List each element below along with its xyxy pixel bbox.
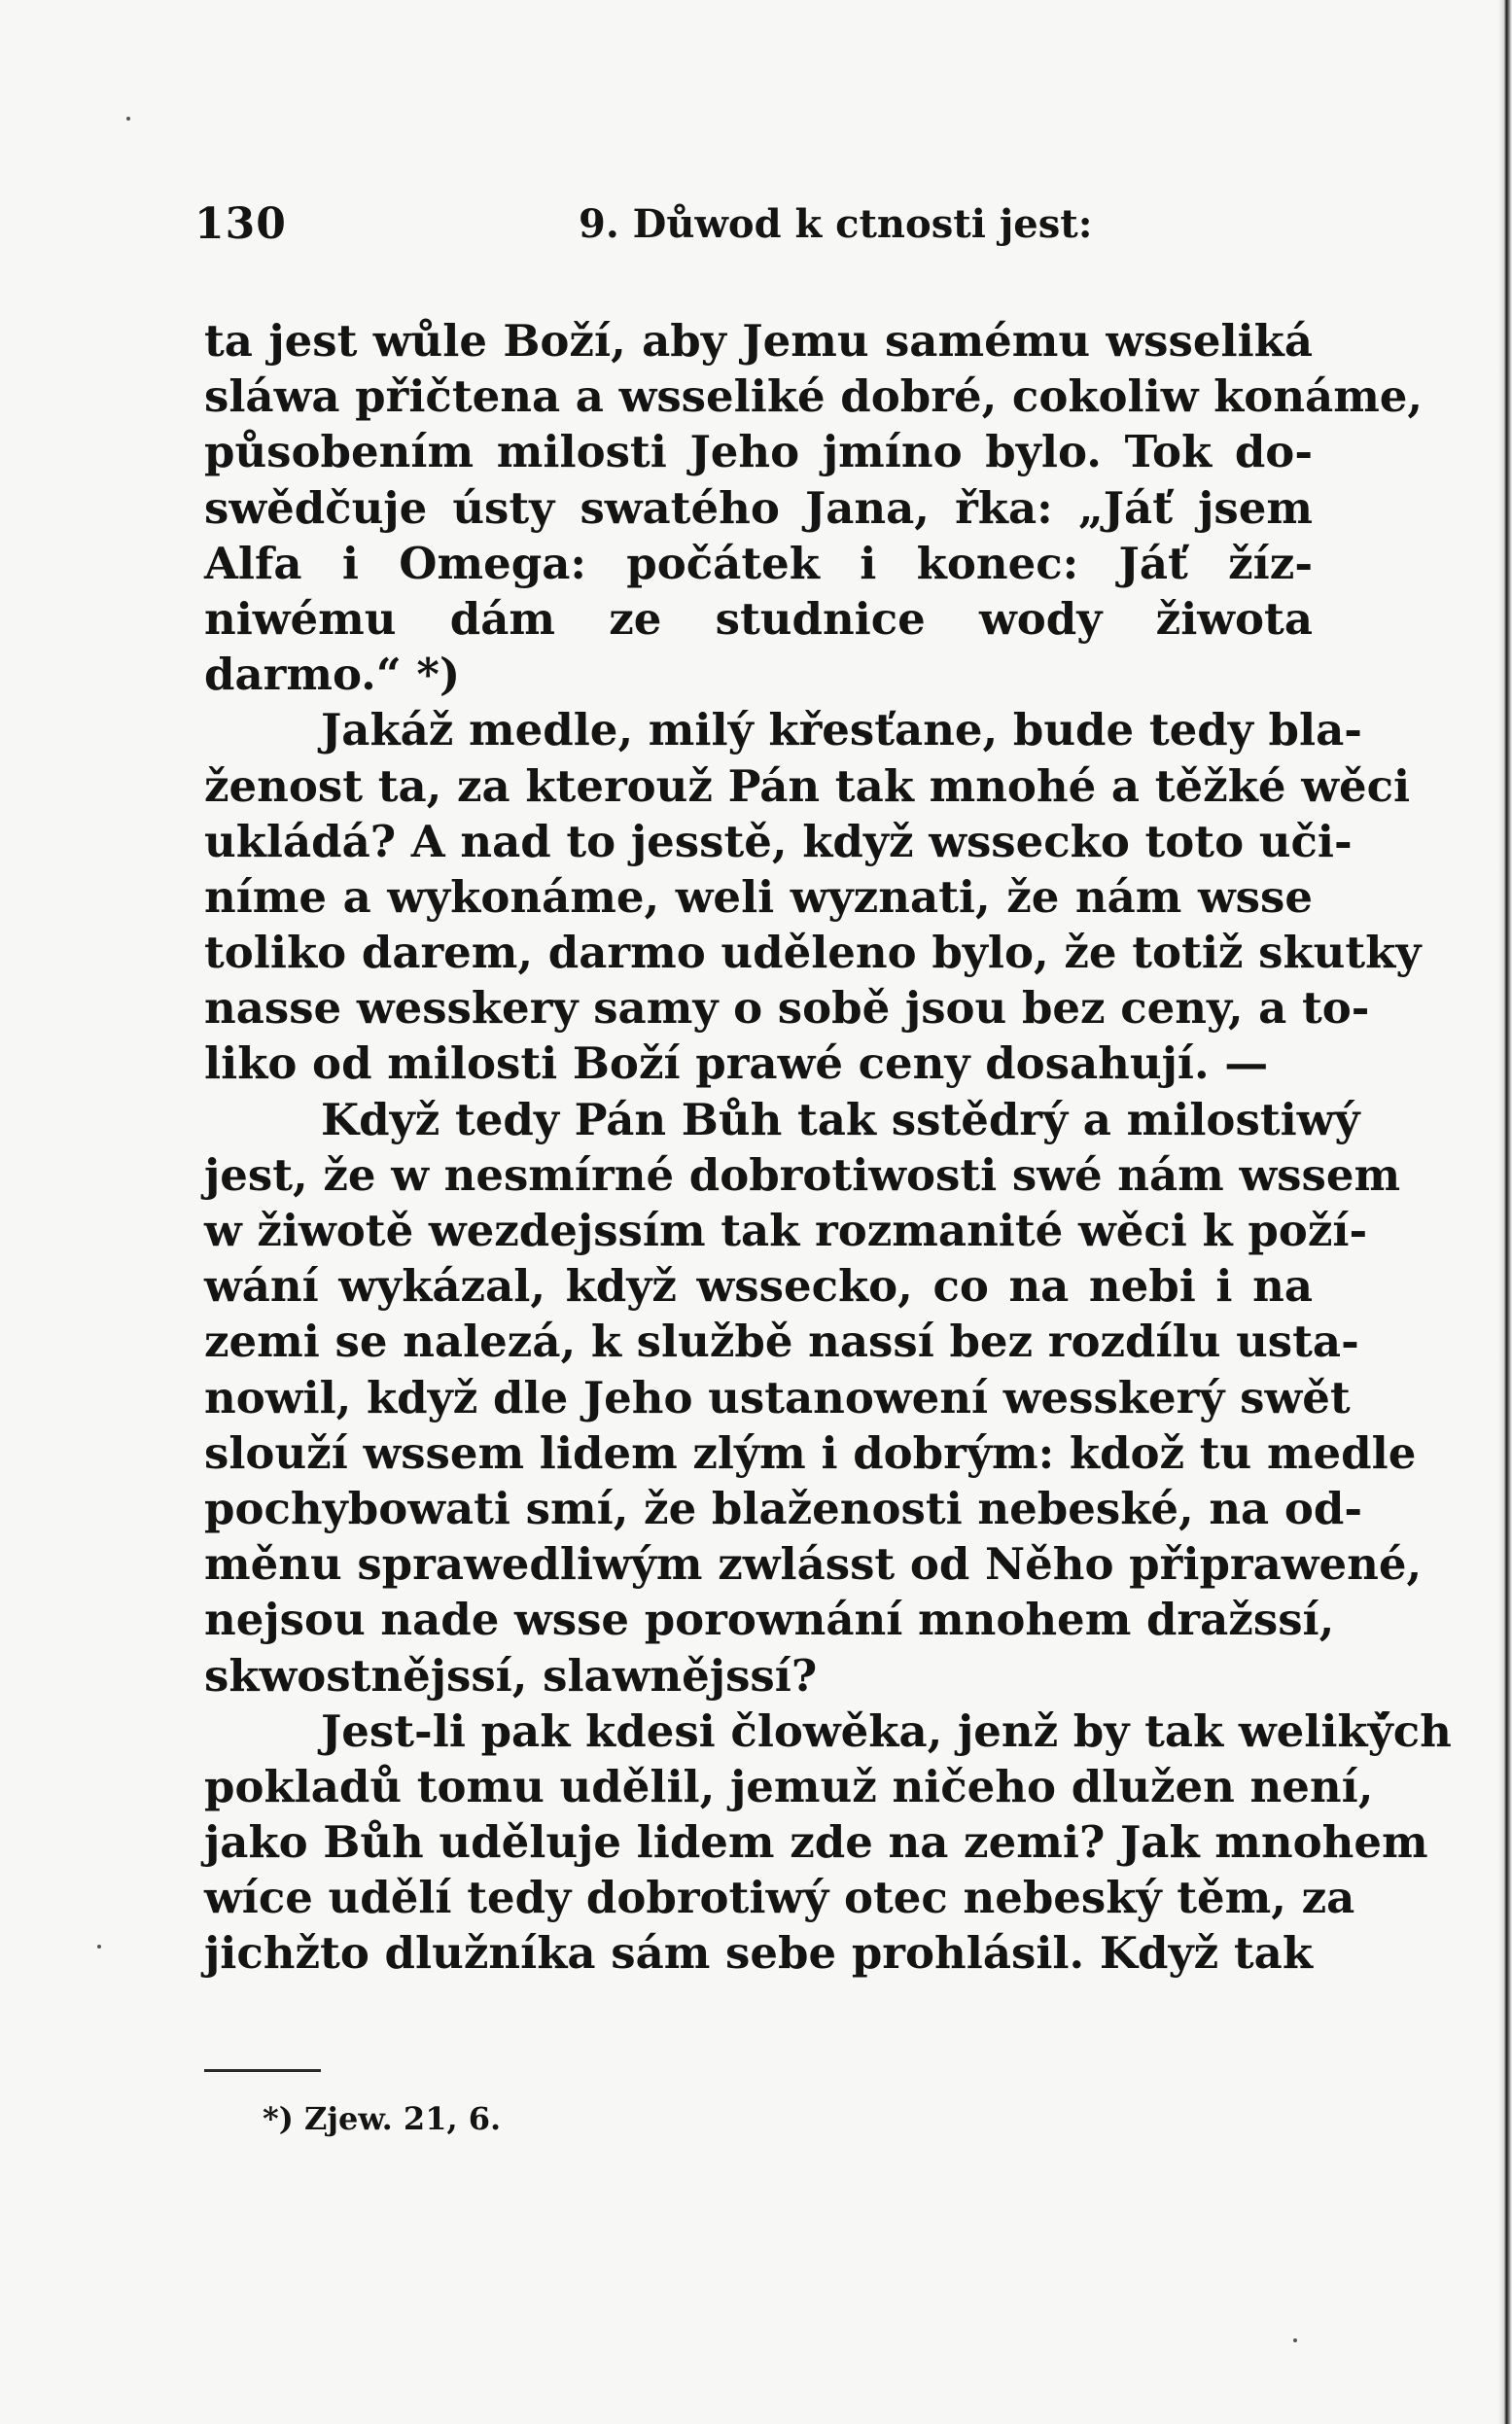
text-line: Když tedy Pán Bůh tak sstědrý a milostiwý <box>321 1093 1360 1145</box>
footnote-rule <box>204 2069 321 2072</box>
text-line: jako Bůh uděluje lidem zde na zemi? Jak mnohem <box>204 1816 1428 1869</box>
text-line: slouží wssem lidem zlým i dobrým: kdož tu medle <box>204 1426 1417 1479</box>
text-line: niwému dám ze studnice wody žiwota <box>204 592 1313 645</box>
body-text <box>204 313 1452 1982</box>
text-line: skwostnějssí, slawnějssí? <box>204 1649 818 1702</box>
text-line: nejsou nade wsse porownání mnohem dražssí, <box>204 1594 1335 1646</box>
scan-speck <box>1293 2338 1297 2342</box>
text-line: liko od milosti Boží prawé ceny dosahují. — <box>204 1037 1269 1090</box>
text-line: toliko darem, darmo uděleno bylo, že totiž skutky <box>204 927 1422 979</box>
footnote: *) Zjew. 21, 6. <box>263 2100 502 2137</box>
text-line: swědčuje ústy swatého Jana, řka: „Jáť jsem <box>204 481 1313 534</box>
page-header <box>194 199 1313 267</box>
text-line: nowil, když dle Jeho ustanowení wesskerý swět <box>204 1371 1351 1423</box>
text-line: pokladů tomu udělil, jemuž ničeho dlužen není, <box>204 1760 1374 1812</box>
page-number: 130 <box>194 199 287 249</box>
text-line: nasse wesskery samy o sobě jsou bez ceny, a to- <box>204 982 1370 1035</box>
text-line: ženost ta, za kterouž Pán tak mnohé a těžké wěci <box>204 759 1411 812</box>
text-line: Jest-li pak kdesi člowěka, jenž by tak weliký̌ch <box>321 1704 1452 1757</box>
scan-speck <box>97 1945 101 1949</box>
text-line: pochybowati smí, že blaženosti nebeské, na od- <box>204 1482 1363 1534</box>
text-line: sláwa přičtena a wsseliké dobré, cokoliw konáme, <box>204 370 1424 423</box>
text-line: níme a wykonáme, weli wyznati, že nám wsse <box>204 870 1313 923</box>
text-line: ta jest wůle Boží, aby Jemu samému wsseliká <box>204 315 1313 367</box>
text-line: Jakáž medle, milý křesťane, bude tedy bla- <box>321 704 1362 756</box>
text-line: ukládá? A nad to jesstě, když wssecko toto uči- <box>204 815 1353 867</box>
page-edge-shadow <box>1498 0 1512 2424</box>
text-line: Alfa i Omega: počátek i konec: Jáť žíz- <box>204 537 1313 589</box>
text-line: darmo.“ *) <box>204 649 461 701</box>
text-line: měnu sprawedliwým zwlásst od Něho připrawené, <box>204 1538 1423 1591</box>
text-line: jichžto dlužníka sám sebe prohlásil. Když tak <box>204 1927 1313 1980</box>
running-head: 9. Důwod k ctnosti jest: <box>579 201 1093 247</box>
text-line: jest, že w nesmírné dobrotiwosti swé nám wssem <box>204 1148 1401 1201</box>
scan-speck <box>126 117 130 121</box>
text-line: wíce udělí tedy dobrotiwý otec nebeský těm, za <box>204 1872 1355 1924</box>
text-line: wání wykázal, když wssecko, co na nebi i na <box>204 1260 1313 1313</box>
text-line: zemi se nalezá, k službě nassí bez rozdílu usta- <box>204 1316 1359 1368</box>
text-line: w žiwotě wezdejssím tak rozmanité wěci k poží- <box>204 1205 1368 1256</box>
text-line: působením milosti Jeho jmíno bylo. Tok do- <box>204 426 1313 478</box>
